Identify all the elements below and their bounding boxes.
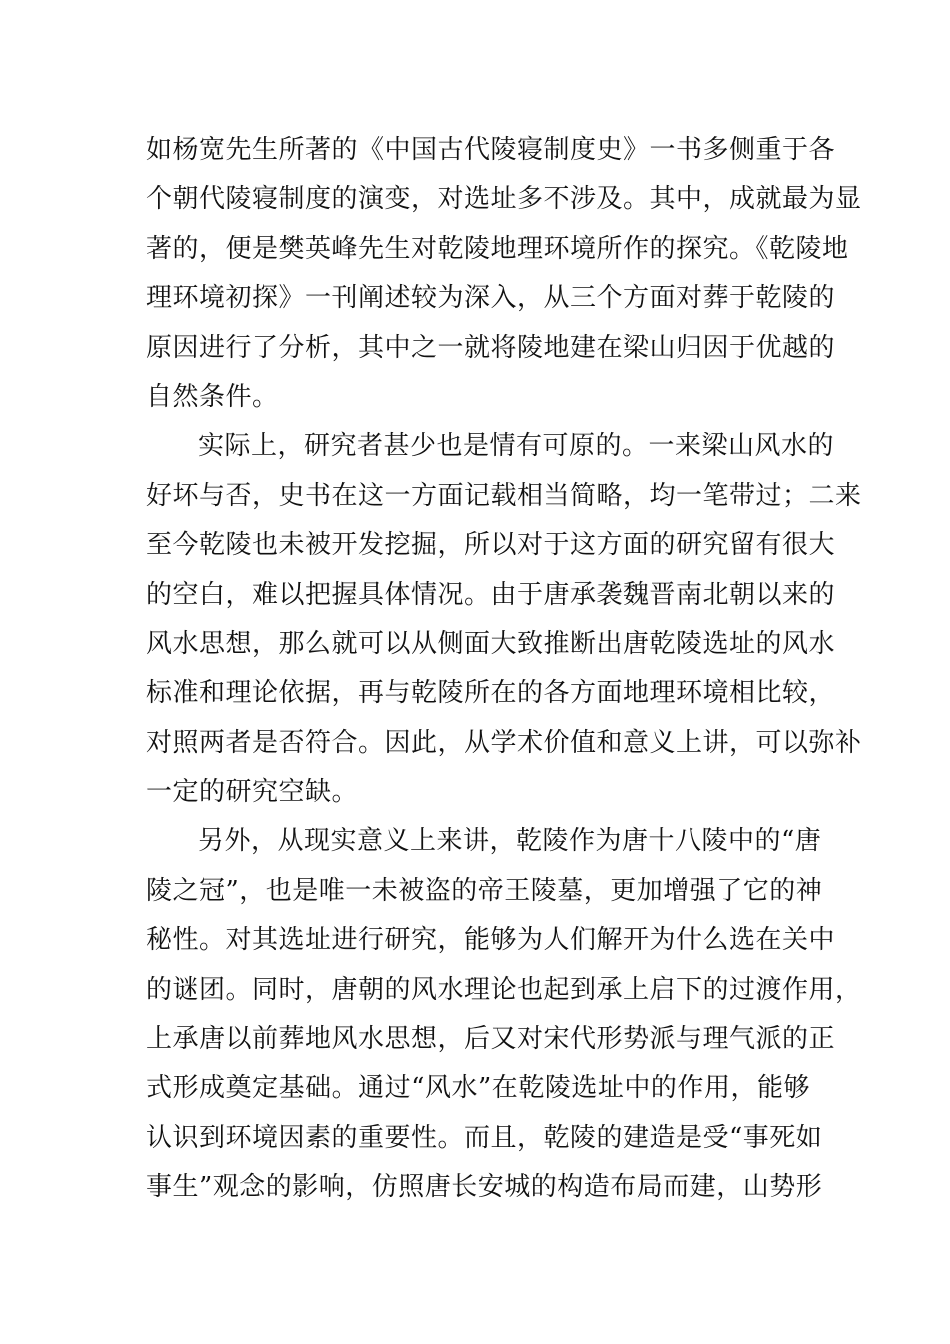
paragraph-2-line-6: 标准和理论依据，再与乾陵所在的各方面地理环境相比较，: [146, 678, 836, 709]
paragraph-3-line-4: 的谜团。同时，唐朝的风水理论也起到承上启下的过渡作用，: [146, 974, 862, 1005]
paragraph-1-line-5: 原因进行了分析，其中之一就将陵地建在梁山归因于优越的: [146, 332, 836, 363]
paragraph-2-line-3: 至今乾陵也未被开发挖掘，所以对于这方面的研究留有很大: [146, 530, 836, 561]
paragraph-3-line-1: 另外，从现实意义上来讲，乾陵作为唐十八陵中的“唐: [198, 826, 822, 857]
paragraph-1-line-6: 自然条件。: [146, 381, 279, 412]
paragraph-1-line-2: 个朝代陵寝制度的演变，对选址多不涉及。其中，成就最为显: [146, 184, 862, 215]
paragraph-2-line-1: 实际上，研究者甚少也是情有可原的。一来梁山风水的: [198, 431, 835, 462]
paragraph-3-line-7: 认识到环境因素的重要性。而且，乾陵的建造是受“事死如: [146, 1122, 823, 1153]
paragraph-3-line-8: 事生”观念的影响，仿照唐长安城的构造布局而建，山势形: [146, 1172, 823, 1203]
paragraph-2-line-7: 对照两者是否符合。因此，从学术价值和意义上讲，可以弥补: [146, 727, 862, 758]
body-text: [146, 126, 862, 1213]
paragraph-2-line-5: 风水思想，那么就可以从侧面大致推断出唐乾陵选址的风水: [146, 628, 836, 659]
paragraph-3-line-2: 陵之冠”，也是唯一未被盗的帝王陵墓，更加增强了它的神: [146, 875, 823, 906]
paragraph-2-line-2: 好坏与否，史书在这一方面记载相当简略，均一笔带过；二来: [146, 480, 862, 511]
paragraph-1-line-1: 如杨宽先生所著的《中国古代陵寝制度史》一书多侧重于各: [146, 135, 836, 165]
paragraph-1-line-3: 著的，便是樊英峰先生对乾陵地理环境所作的探究。《乾陵地: [146, 233, 849, 264]
paragraph-2-line-4: 的空白，难以把握具体情况。由于唐承袭魏晋南北朝以来的: [146, 579, 836, 610]
paragraph-2-line-8: 一定的研究空缺。: [146, 777, 359, 808]
paragraph-3-line-3: 秘性。对其选址进行研究，能够为人们解开为什么选在关中: [146, 925, 836, 956]
paragraph-3-line-5: 上承唐以前葬地风水思想，后又对宋代形势派与理气派的正: [146, 1024, 836, 1055]
paragraph-1-line-4: 理环境初探》一刊阐述较为深入，从三个方面对葬于乾陵的: [146, 283, 836, 314]
paragraph-3-line-6: 式形成奠定基础。通过“风水”在乾陵选址中的作用，能够: [146, 1073, 810, 1104]
